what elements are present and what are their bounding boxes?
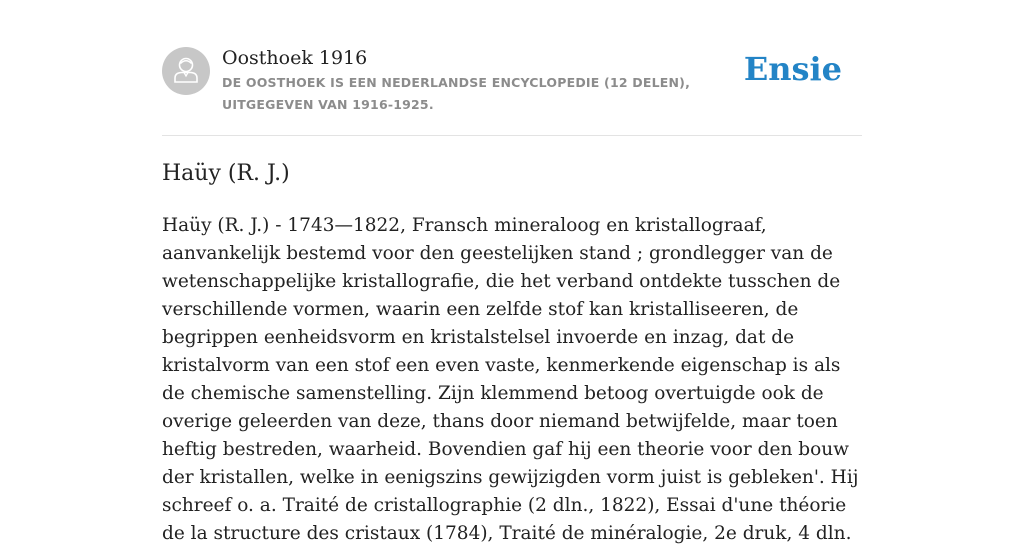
article-title: Haüy (R. J.) [162,161,290,186]
ensie-logo[interactable]: Ensie [743,50,842,88]
header-divider [162,135,862,136]
source-description: DE OOSTHOEK IS EEN NEDERLANDSE ENCYCLOPEDIE (12 DELEN), UITGEGEVEN VAN 1916-1925. [222,75,691,112]
source-header [162,46,862,136]
user-outline-icon [172,54,200,89]
source-name[interactable]: Oosthoek 1916 [222,47,368,69]
article-body: Haüy (R. J.) - 1743—1822, Fransch mineraloog en kristallograaf, aanvankelijk bestemd voor den geestelijken stand ; grondlegger van de wetenschappelijke kristallografie, die het verband ontdekte tusschen de verschillende vormen, waarin een zelfde stof kan kristalliseeren, de begrippen eenheidsvorm en kristalstelsel invoerde en inzag, dat de kristalvorm van een stof een even vaste, kenmerkende eigenschap is als de chemische samenstelling. Zijn klemmend betoog overtuigde ook de overige geleerden van deze, thans door niemand betwijfelde, maar toen heftig bestreden, waarheid. Bovendien gaf hij een theorie voor den bouw der kristallen, welke in eenigszins gewijzigden vorm juist is gebleken'. Hij schreef o. a. Traité de cristallographie (2 dln., 1822), Essai d'une théorie de la structure des cristaux (1784), Traité de minéralogie, 2e druk, 4 dln. [162,215,859,544]
avatar[interactable] [162,47,210,95]
